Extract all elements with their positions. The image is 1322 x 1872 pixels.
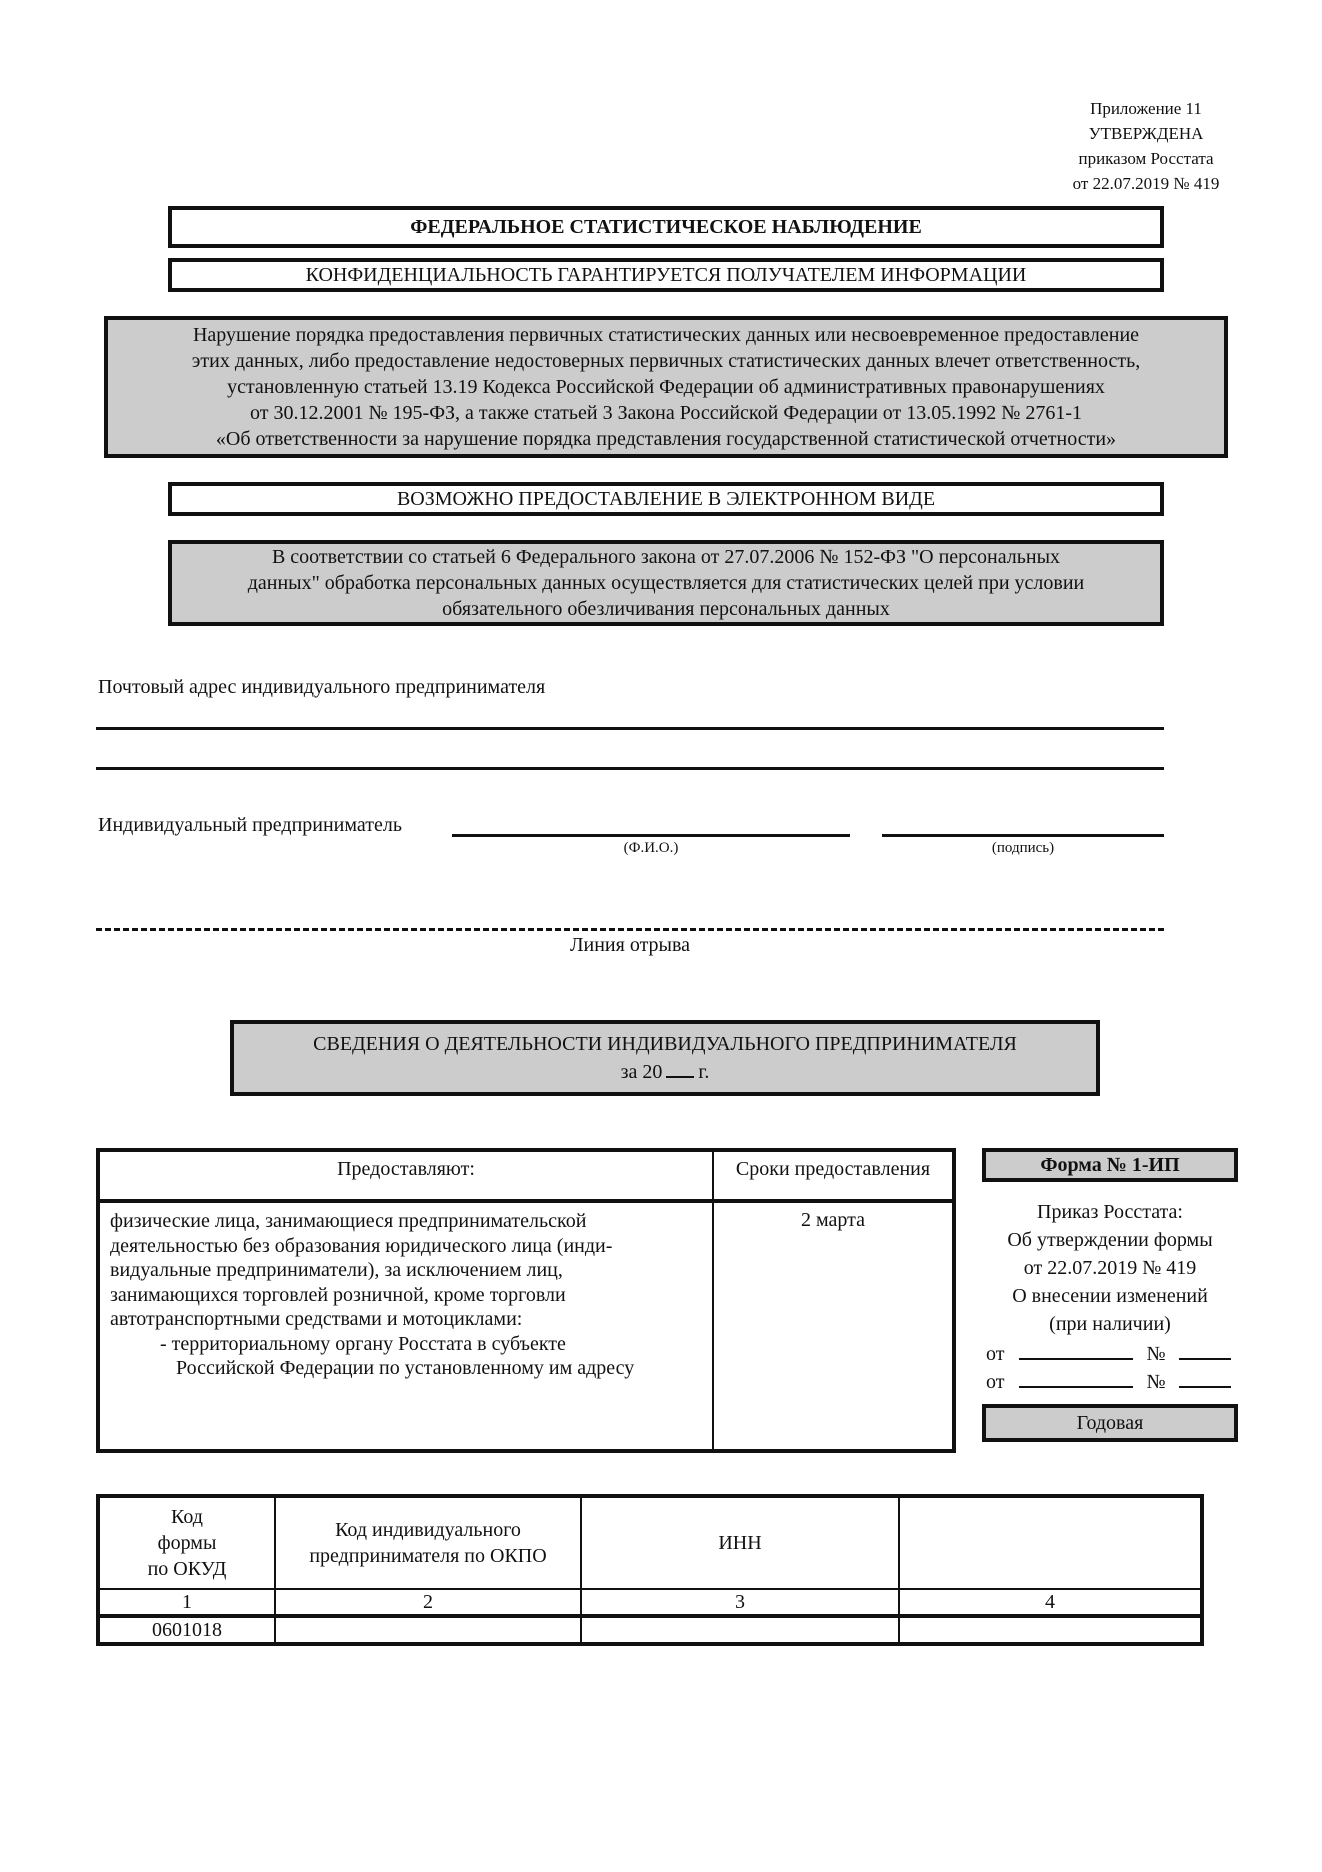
tear-line <box>96 928 1164 931</box>
codes-number-row <box>98 1589 1202 1616</box>
amendment-number-label: № <box>1146 1371 1166 1393</box>
violation-line: Нарушение порядка предоставления первичных статистических данных или несвоевременное предоставление <box>192 324 1140 346</box>
fio-caption: (Ф.И.О.) <box>623 840 679 856</box>
postal-address-label: Почтовый адрес индивидуального предпринимателя <box>98 676 546 698</box>
report-year-prefix: за 20 <box>620 1061 663 1083</box>
personal-data-line: обязательного обезличивания персональных данных <box>442 598 890 620</box>
approval-date: от 22.07.2019 № 419 <box>1072 174 1220 193</box>
fio-field-line[interactable] <box>452 834 850 837</box>
recipient-line: Российской Федерации по установленному им адресу <box>176 1357 635 1379</box>
violation-line: установленную статьей 13.19 Кодекса Российской Федерации об административных правонарушениях <box>227 376 1105 398</box>
federal-observation-text: ФЕДЕРАЛЬНОЕ СТАТИСТИЧЕСКОЕ НАБЛЮДЕНИЕ <box>410 215 922 238</box>
header-inn <box>581 1496 899 1589</box>
signature-field-line[interactable] <box>882 834 1164 837</box>
column-number: 3 <box>581 1589 899 1616</box>
amendment-row-2 <box>986 1368 1236 1396</box>
amendment-date-field[interactable] <box>1019 1340 1133 1360</box>
okud-code-value: 0601018 <box>98 1616 275 1644</box>
tear-line-label: Линия отрыва <box>569 934 691 956</box>
who-line: видуальные предприниматели), за исключением лиц, <box>110 1259 563 1281</box>
form-order-line: (при наличии) <box>1049 1313 1171 1335</box>
submission-table <box>96 1148 956 1453</box>
recipient-line: - территориальному органу Росстата в субъекте <box>160 1332 566 1355</box>
header-okud-line: формы <box>157 1532 217 1554</box>
who-line: физические лица, занимающиеся предпринимательской <box>110 1210 587 1232</box>
submission-row <box>98 1201 954 1451</box>
form-order-block <box>982 1198 1238 1338</box>
approval-order: приказом Росстата <box>1078 149 1214 168</box>
personal-data-line: данных" обработка персональных данных осуществляется для статистических целей при условии <box>247 572 1085 594</box>
header-inn-line: ИНН <box>718 1532 762 1554</box>
federal-observation-banner <box>168 206 1164 248</box>
violation-notice <box>104 316 1228 458</box>
amendment-number-label: № <box>1146 1343 1166 1365</box>
who-line: автотранспортными средствами и мотоциклами: <box>110 1308 523 1330</box>
column-number: 1 <box>98 1589 275 1616</box>
form-number-box <box>982 1148 1238 1182</box>
form-order-line: О внесении изменений <box>1012 1285 1208 1307</box>
header-deadline: Сроки предоставления <box>713 1150 954 1201</box>
amendment-from-label: от <box>986 1343 1005 1365</box>
violation-line: этих данных, либо предоставление недостоверных первичных статистических данных влечет ответственность, <box>191 350 1141 372</box>
codes-header-row <box>98 1496 1202 1589</box>
signature-caption: (подпись) <box>991 840 1055 856</box>
confidentiality-banner <box>168 258 1164 292</box>
amendment-date-field[interactable] <box>1019 1368 1133 1388</box>
personal-data-notice <box>168 540 1164 626</box>
header-okpo-line: Код индивидуального <box>335 1519 521 1541</box>
amendment-number-field[interactable] <box>1179 1340 1231 1360</box>
column-4-field[interactable] <box>899 1616 1202 1644</box>
column-number: 2 <box>275 1589 581 1616</box>
inn-field[interactable] <box>581 1616 899 1644</box>
report-year-suffix: г. <box>698 1061 710 1083</box>
codes-table <box>96 1494 1204 1646</box>
form-order-line: Приказ Росстата: <box>1037 1201 1183 1223</box>
amendment-number-field[interactable] <box>1179 1368 1231 1388</box>
form-order-line: Об утверждении формы <box>1007 1229 1213 1251</box>
amendment-row-1 <box>986 1340 1236 1368</box>
who-cell <box>98 1201 713 1451</box>
header-okud-line: Код <box>171 1506 203 1528</box>
header-okpo <box>275 1496 581 1589</box>
confidentiality-text: КОНФИДЕНЦИАЛЬНОСТЬ ГАРАНТИРУЕТСЯ ПОЛУЧАТЕЛЕМ ИНФОРМАЦИИ <box>305 263 1027 286</box>
form-number: Форма № 1-ИП <box>1040 1153 1180 1176</box>
report-title-box <box>230 1020 1100 1096</box>
approval-appendix: Приложение 11 <box>1090 99 1202 118</box>
header-who: Предоставляют: <box>98 1150 713 1201</box>
who-line: деятельностью без образования юридического лица (инди- <box>110 1234 613 1257</box>
amendment-from-label: от <box>986 1371 1005 1393</box>
electronic-submission-banner <box>168 482 1164 516</box>
periodicity: Годовая <box>1076 1411 1144 1434</box>
submission-header-row <box>98 1150 954 1201</box>
approval-approved: УТВЕРЖДЕНА <box>1088 124 1204 143</box>
header-okud-line: по ОКУД <box>147 1558 227 1580</box>
who-line: занимающихся торговлей розничной, кроме торговли <box>110 1283 566 1306</box>
periodicity-box <box>982 1404 1238 1442</box>
approval-block <box>1030 96 1262 196</box>
violation-line: «Об ответственности за нарушение порядка представления государственной статистической отчетности» <box>215 428 1117 450</box>
codes-value-row <box>98 1616 1202 1644</box>
header-okud <box>98 1496 275 1589</box>
report-period <box>621 1058 710 1086</box>
report-year-field[interactable] <box>666 1058 694 1078</box>
postal-address-line-2[interactable] <box>96 767 1164 770</box>
personal-data-line: В соответствии со статьей 6 Федерального закона от 27.07.2006 № 152-ФЗ "О персональных <box>271 546 1061 568</box>
form-order-line: от 22.07.2019 № 419 <box>1023 1257 1197 1279</box>
header-okpo-line: предпринимателя по ОКПО <box>309 1545 547 1567</box>
okpo-code-field[interactable] <box>275 1616 581 1644</box>
column-number: 4 <box>899 1589 1202 1616</box>
header-empty <box>899 1496 1202 1589</box>
electronic-submission-text: ВОЗМОЖНО ПРЕДОСТАВЛЕНИЕ В ЭЛЕКТРОННОМ ВИДЕ <box>396 487 936 510</box>
violation-line: от 30.12.2001 № 195-ФЗ, а также статьей 3 Закона Российской Федерации от 13.05.1992 № 2761-1 <box>249 402 1082 424</box>
deadline-cell: 2 марта <box>713 1201 954 1451</box>
report-title: СВЕДЕНИЯ О ДЕЯТЕЛЬНОСТИ ИНДИВИДУАЛЬНОГО ПРЕДПРИНИМАТЕЛЯ <box>313 1033 1017 1055</box>
postal-address-line-1[interactable] <box>96 727 1164 730</box>
entrepreneur-label: Индивидуальный предприниматель <box>98 814 402 836</box>
